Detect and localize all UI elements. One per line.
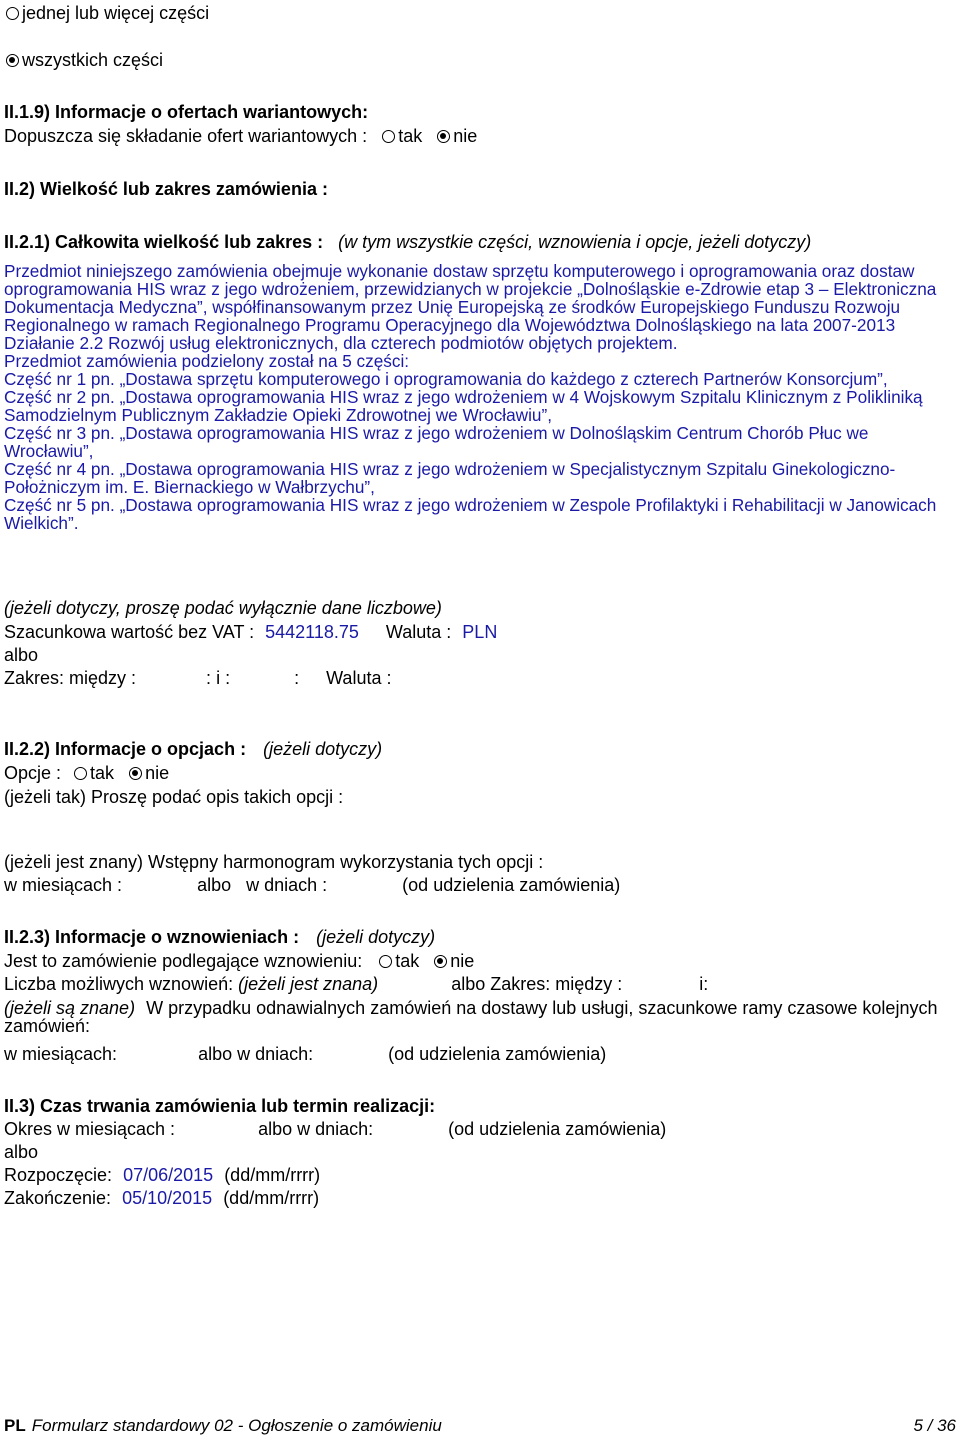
estimated-value-row: Szacunkowa wartość bez VAT : 5442118.75 Waluta : PLN — [4, 622, 498, 642]
description-paragraph: Część nr 1 pn. „Dostawa sprzętu komputerowego i oprogramowania do każdego z czterech Partnerów Konsorcjum”, — [4, 369, 888, 389]
footer-form-name: Formularz standardowy 02 - Ogłoszenie o zamówieniu — [31, 1416, 442, 1435]
section-heading-options: II.2.2) Informacje o opcjach : (jeżeli dotyczy) — [4, 739, 383, 759]
section-heading-variants: II.1.9) Informacje o ofertach wariantowych: — [4, 102, 369, 122]
section-heading-scope: II.2) Wielkość lub zakres zamówienia : — [4, 179, 328, 199]
or-label: albo — [4, 1142, 39, 1162]
description-paragraph: Część nr 4 pn. „Dostawa oprogramowania HIS wraz z jego wdrożeniem w Specjalistycznym Szpitalu Ginekologiczno-Położniczym im. E. Biernackiego w Wałbrzychu”, — [4, 459, 896, 497]
currency-value: PLN — [462, 622, 498, 642]
radio-checked-icon[interactable] — [129, 767, 142, 780]
renewal-count-row: Liczba możliwych wznowień: (jeżeli jest znana) albo Zakres: między : i: — [4, 974, 709, 994]
footer-lang: PL — [4, 1416, 26, 1435]
page-footer — [4, 1416, 956, 1436]
section-heading-total-scope: II.2.1) Całkowita wielkość lub zakres : (w tym wszystkie części, wznowienia i opcje, jeżeli dotyczy) — [4, 232, 812, 252]
description-paragraph: Przedmiot niniejszego zamówienia obejmuje wykonanie dostaw sprzętu komputerowego i oprogramowania oraz dostaw oprogramowania HIS wraz z jego wdrożeniem, przewidzianych w projekcie „Dolnośląskie e-Zdrowie etap 3 – Elektroniczna Dokumentacja Medyczna”, współfinansowanym przez Unię Europejską ze środków Europejskiego Funduszu Rozwoju Regionalnego w ramach Regionalnego Programu Operacyjnego dla Województwa Dolnośląskiego na lata 2007-2013 Działanie 2.2 Rozwój usług elektronicznych, dla czterech podmiotów objętych projektem. — [4, 261, 937, 353]
start-date: 07/06/2015 — [123, 1165, 214, 1185]
start-date-row: Rozpoczęcie: 07/06/2015 (dd/mm/rrrr) — [4, 1165, 321, 1185]
options-describe: (jeżeli tak) Proszę podać opis takich opcji : — [4, 787, 344, 807]
renewal-framework: (jeżeli są znane) W przypadku odnawialnych zamówień na dostawy lub usługi, szacunkowe ramy czasowe kolejnych zamówień: — [4, 998, 938, 1036]
end-date-row: Zakończenie: 05/10/2015 (dd/mm/rrrr) — [4, 1188, 320, 1208]
radio-checked-icon[interactable] — [6, 54, 19, 67]
estimated-value: 5442118.75 — [265, 622, 359, 642]
description-paragraph: Część nr 3 pn. „Dostawa oprogramowania HIS wraz z jego wdrożeniem w Dolnośląskim Centrum Chorób Płuc we Wrocławiu”, — [4, 423, 869, 461]
radio-unchecked-icon[interactable] — [379, 955, 392, 968]
variants-question: Dopuszcza się składanie ofert wariantowych : tak nie — [4, 126, 478, 146]
section-heading-renewals: II.2.3) Informacje o wznowieniach : (jeżeli dotyczy) — [4, 927, 436, 947]
option-all-parts[interactable]: wszystkich części — [4, 51, 163, 69]
radio-unchecked-icon[interactable] — [6, 7, 19, 20]
option-one-or-more[interactable]: jednej lub więcej części — [4, 4, 209, 22]
renewal-schedule-row: w miesiącach: albo w dniach: (od udzielenia zamówienia) — [4, 1044, 607, 1064]
description-paragraph: Część nr 5 pn. „Dostawa oprogramowania HIS wraz z jego wdrożeniem w Zespole Profilaktyki i Rehabilitacji w Janowicach Wielkich”. — [4, 495, 937, 533]
numeric-note: (jeżeli dotyczy, proszę podać wyłącznie dane liczbowe) — [4, 598, 442, 618]
radio-unchecked-icon[interactable] — [74, 767, 87, 780]
radio-checked-icon[interactable] — [437, 130, 450, 143]
options-schedule-row: w miesiącach : albo w dniach : (od udzielenia zamówienia) — [4, 875, 621, 895]
end-date: 05/10/2015 — [122, 1188, 213, 1208]
description-paragraph: Część nr 2 pn. „Dostawa oprogramowania HIS wraz z jego wdrożeniem w 4 Wojskowym Szpitalu Klinicznym z Polikliniką Samodzielnym Publicznym Zakładzie Opieki Zdrowotnej we Wrocławiu”, — [4, 387, 923, 425]
radio-unchecked-icon[interactable] — [382, 130, 395, 143]
radio-checked-icon[interactable] — [434, 955, 447, 968]
options-schedule: (jeżeli jest znany) Wstępny harmonogram wykorzystania tych opcji : — [4, 852, 544, 872]
footer-page-number: 5 / 36 — [913, 1416, 956, 1435]
duration-row: Okres w miesiącach : albo w dniach: (od udzielenia zamówienia) — [4, 1119, 667, 1139]
range-row: Zakres: między : : i : : Waluta : — [4, 668, 392, 688]
options-row: Opcje : tak nie — [4, 763, 170, 783]
scope-description — [4, 262, 954, 532]
description-paragraph: Przedmiot zamówienia podzielony został na 5 części: — [4, 351, 410, 371]
renewal-row: Jest to zamówienie podlegające wznowieniu: tak nie — [4, 951, 475, 971]
section-heading-duration: II.3) Czas trwania zamówienia lub termin realizacji: — [4, 1096, 436, 1116]
or-label: albo — [4, 645, 39, 665]
